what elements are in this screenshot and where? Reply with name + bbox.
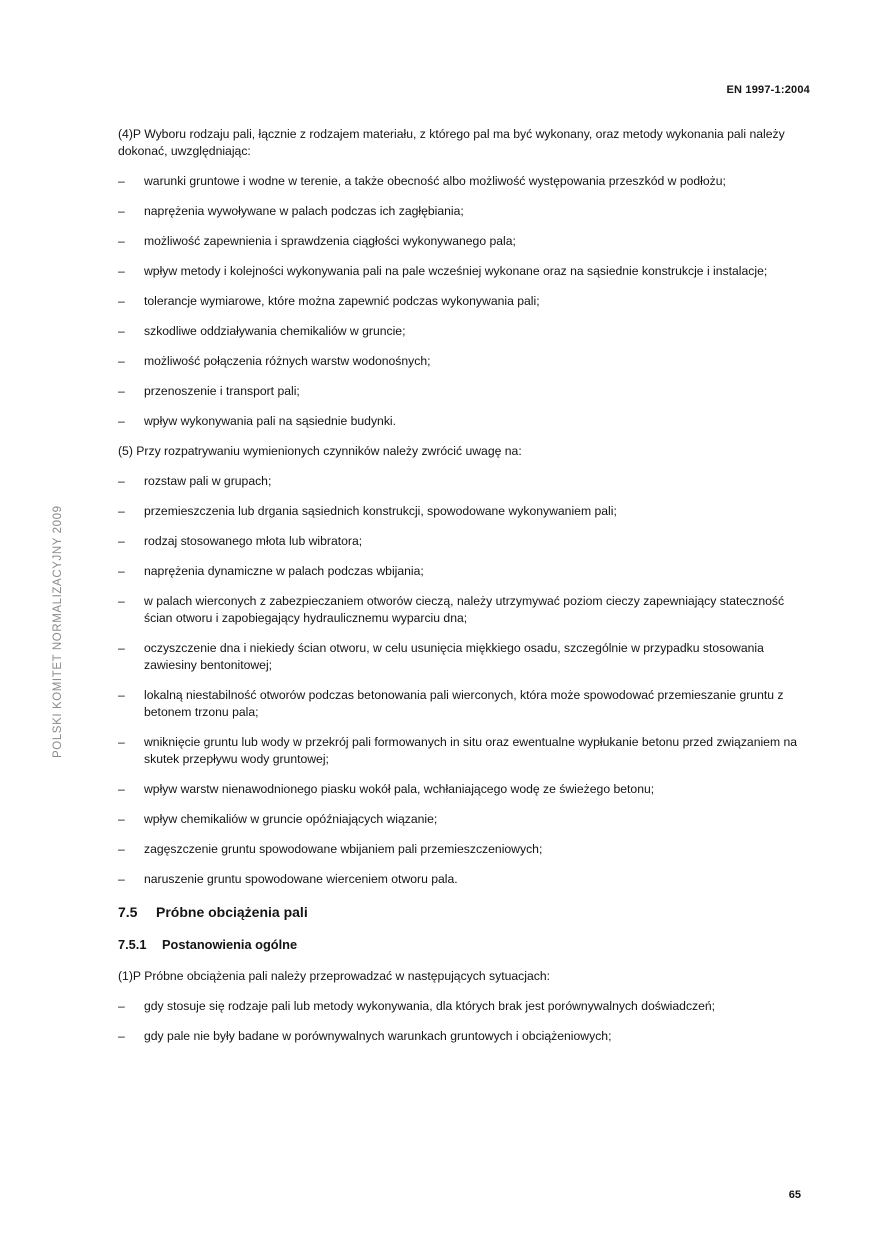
- page-body: [118, 126, 808, 1058]
- page-number: 65: [788, 1189, 801, 1201]
- paragraph-5: (5) Przy rozpatrywaniu wymienionych czynników należy zwrócić uwagę na:: [118, 444, 522, 458]
- list-item-text: warunki gruntowe i wodne w terenie, a także obecność albo możliwość występowania przeszkód w podłożu;: [144, 174, 726, 188]
- dash-bullet: –: [118, 812, 125, 826]
- dash-bullet: –: [118, 324, 125, 338]
- dash-bullet: –: [118, 234, 125, 248]
- list-item-text: wpływ wykonywania pali na sąsiednie budynki.: [144, 414, 397, 428]
- dash-bullet: –: [118, 264, 125, 278]
- list-item: [118, 593, 808, 627]
- dash-bullet: –: [118, 474, 125, 488]
- section-title: Próbne obciążenia pali: [156, 904, 308, 920]
- dash-bullet: –: [118, 414, 125, 428]
- list-item: [118, 781, 808, 798]
- list-item: [118, 811, 808, 828]
- watermark: POLSKI KOMITET NORMALIZACYJNY 2009: [52, 505, 64, 758]
- list-1: [118, 998, 808, 1045]
- dash-bullet: –: [118, 688, 125, 702]
- list-item: [118, 353, 808, 370]
- dash-bullet: –: [118, 735, 125, 749]
- list-item: [118, 640, 808, 674]
- section-number: 7.5: [118, 904, 138, 920]
- list-item: [118, 734, 808, 768]
- list-item-text: wpływ warstw nienawodnionego piasku wokół pala, wchłaniającego wodę ze świeżego betonu;: [144, 782, 655, 796]
- dash-bullet: –: [118, 504, 125, 518]
- list-item: [118, 323, 808, 340]
- list-item: [118, 687, 808, 721]
- list-item-text: wniknięcie gruntu lub wody w przekrój pali formowanych in situ oraz ewentualne wypłukanie betonu przed związaniem na skutek przepływu wody gruntowej;: [144, 735, 798, 766]
- document-code: EN 1997-1:2004: [726, 84, 810, 96]
- list-item-text: wpływ metody i kolejności wykonywania pali na pale wcześniej wykonane oraz na sąsiednie konstrukcje i instalacje;: [144, 264, 768, 278]
- list-item: [118, 413, 808, 430]
- list-item-text: naprężenia dynamiczne w palach podczas wbijania;: [144, 564, 424, 578]
- dash-bullet: –: [118, 294, 125, 308]
- list-4: [118, 173, 808, 430]
- list-item-text: rodzaj stosowanego młota lub wibratora;: [144, 534, 363, 548]
- list-item: [118, 533, 808, 550]
- list-item: [118, 383, 808, 400]
- list-item: [118, 1028, 808, 1045]
- list-item-text: szkodliwe oddziaływania chemikaliów w gruncie;: [144, 324, 406, 338]
- dash-bullet: –: [118, 534, 125, 548]
- list-item-text: rozstaw pali w grupach;: [144, 474, 272, 488]
- list-item: [118, 203, 808, 220]
- list-5: [118, 473, 808, 888]
- list-item: [118, 473, 808, 490]
- list-item-text: przemieszczenia lub drgania sąsiednich konstrukcji, spowodowane wykonywaniem pali;: [144, 504, 617, 518]
- list-item-text: w palach wierconych z zabezpieczaniem otworów cieczą, należy utrzymywać poziom cieczy zapewniający stateczność ścian otworu i zapobiegający hydraulicznemu wyparciu dna;: [144, 594, 785, 625]
- dash-bullet: –: [118, 1029, 125, 1043]
- paragraph-4: (4)P Wyboru rodzaju pali, łącznie z rodzajem materiału, z którego pal ma być wykonany, oraz metody wykonania pali należy dokonać, uwzględniając:: [118, 127, 785, 158]
- list-item-text: gdy pale nie były badane w porównywalnych warunkach gruntowych i obciążeniowych;: [144, 1029, 612, 1043]
- paragraph-1: (1)P Próbne obciążenia pali należy przeprowadzać w następujących sytuacjach:: [118, 969, 550, 983]
- dash-bullet: –: [118, 782, 125, 796]
- list-item-text: oczyszczenie dna i niekiedy ścian otworu, w celu usunięcia miękkiego osadu, szczególnie w przypadku stosowania zawiesiny bentonitowej;: [144, 641, 764, 672]
- list-item: [118, 233, 808, 250]
- list-item-text: przenoszenie i transport pali;: [144, 384, 300, 398]
- dash-bullet: –: [118, 354, 125, 368]
- list-item-text: możliwość połączenia różnych warstw wodonośnych;: [144, 354, 431, 368]
- dash-bullet: –: [118, 641, 125, 655]
- list-item: [118, 263, 808, 280]
- list-item: [118, 503, 808, 520]
- list-item-text: tolerancje wymiarowe, które można zapewnić podczas wykonywania pali;: [144, 294, 540, 308]
- dash-bullet: –: [118, 564, 125, 578]
- list-item-text: możliwość zapewnienia i sprawdzenia ciągłości wykonywanego pala;: [144, 234, 516, 248]
- dash-bullet: –: [118, 872, 125, 886]
- dash-bullet: –: [118, 204, 125, 218]
- list-item-text: gdy stosuje się rodzaje pali lub metody wykonywania, dla których brak jest porównywalnych doświadczeń;: [144, 999, 716, 1013]
- list-item: [118, 871, 808, 888]
- subsection-number: 7.5.1: [118, 937, 147, 952]
- dash-bullet: –: [118, 384, 125, 398]
- section-heading-7-5-1: [118, 936, 808, 953]
- dash-bullet: –: [118, 999, 125, 1013]
- section-heading-7-5: [118, 904, 808, 921]
- list-item-text: naprężenia wywoływane w palach podczas ich zagłębiania;: [144, 204, 464, 218]
- list-item: [118, 841, 808, 858]
- dash-bullet: –: [118, 842, 125, 856]
- list-item-text: wpływ chemikaliów w gruncie opóźniających wiązanie;: [144, 812, 438, 826]
- list-item-text: lokalną niestabilność otworów podczas betonowania pali wierconych, która może spowodować przemieszanie gruntu z betonem trzonu pala;: [144, 688, 784, 719]
- list-item: [118, 998, 808, 1015]
- dash-bullet: –: [118, 594, 125, 608]
- list-item: [118, 293, 808, 310]
- list-item: [118, 173, 808, 190]
- dash-bullet: –: [118, 174, 125, 188]
- subsection-title: Postanowienia ogólne: [162, 937, 298, 952]
- list-item-text: zagęszczenie gruntu spowodowane wbijaniem pali przemieszczeniowych;: [144, 842, 543, 856]
- list-item-text: naruszenie gruntu spowodowane wierceniem otworu pala.: [144, 872, 458, 886]
- list-item: [118, 563, 808, 580]
